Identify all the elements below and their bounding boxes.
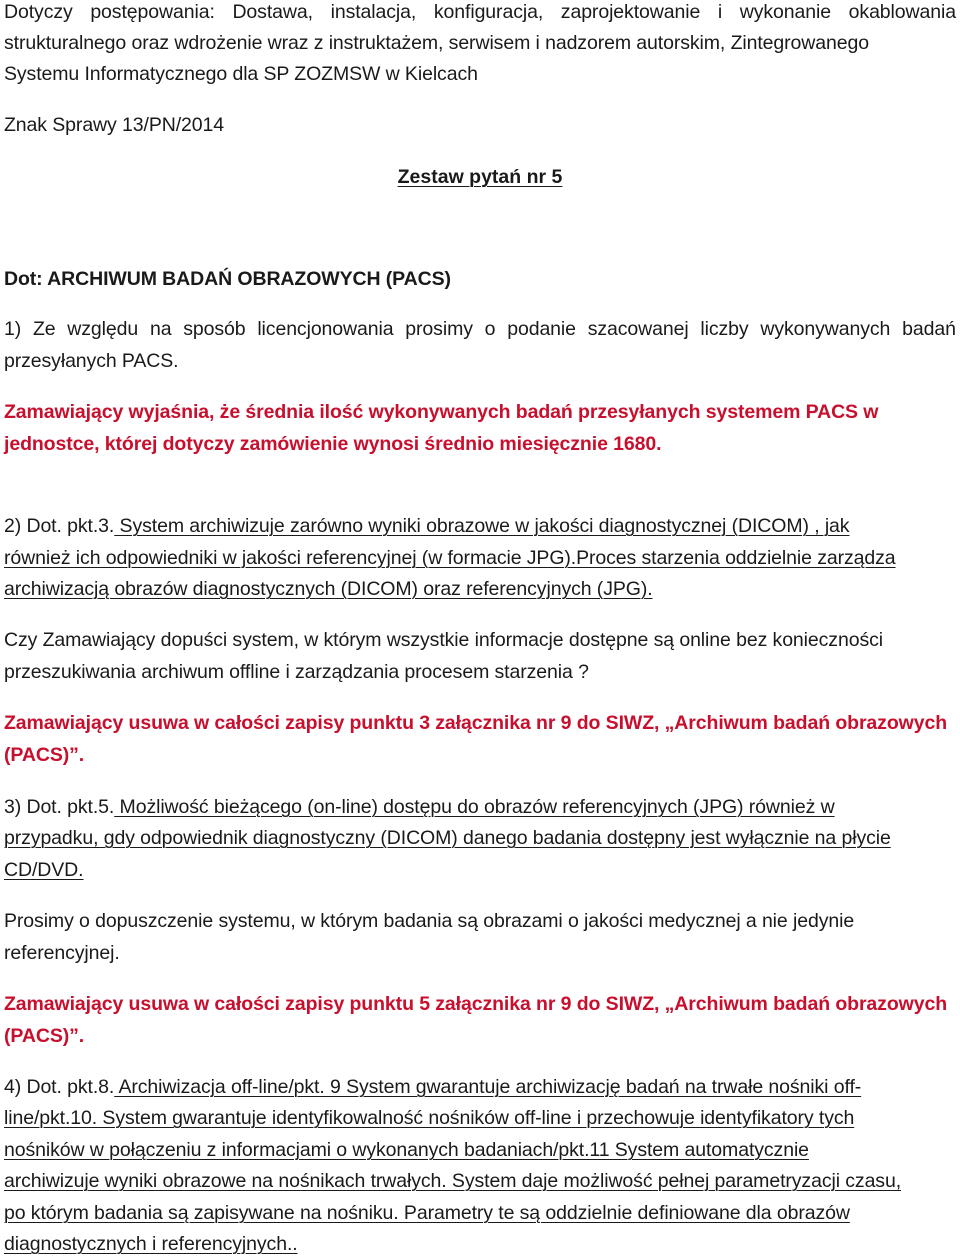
q1-word: prosimy bbox=[405, 318, 473, 340]
q1-question-line-2: przesyłanych PACS. bbox=[4, 350, 179, 372]
q1-word: sposób bbox=[183, 318, 246, 340]
subject-word: zaprojektowanie bbox=[560, 1, 701, 23]
q4-line-2: line/pkt.10. System gwarantuje identyfikowalność nośników off-line i przechowuje identyfikatory tych bbox=[4, 1107, 855, 1129]
q1-word: 1) bbox=[4, 318, 22, 340]
q1-word: licencjonowania bbox=[257, 318, 394, 340]
subject-word: konfiguracja, bbox=[433, 1, 544, 23]
q2-quote: System archiwizuje zarówno wyniki obrazowe w jakości diagnostycznej (DICOM) , jak bbox=[114, 515, 850, 537]
q1-answer-line-1: Zamawiający wyjaśnia, że średnia ilość wykonywanych badań przesyłanych systemem PACS w bbox=[4, 401, 879, 423]
subject-word: i bbox=[717, 1, 723, 23]
q1-word: względu bbox=[67, 318, 139, 340]
q1-word: o bbox=[484, 318, 496, 340]
q4-line-6: diagnostycznych i referencyjnych.. bbox=[4, 1233, 298, 1255]
q3-quote-line-1 bbox=[4, 795, 835, 819]
q2-quote-line-1 bbox=[4, 514, 849, 538]
q2-quote-line-2: również ich odpowiedniki w jakości referencyjnej (w formacie JPG).Proces starzenia oddzielnie zarządza bbox=[4, 547, 896, 569]
q4-line-4: archiwizuje wyniki obrazowe na nośnikach trwałych. System daje możliwość pełnej parametryzacji czasu, bbox=[4, 1170, 902, 1192]
q3-question-line-2: referencyjnej. bbox=[4, 942, 120, 964]
q1-word: na bbox=[149, 318, 172, 340]
q1-answer-line-2: jednostce, której dotyczy zamówienie wynosi średnio miesięcznie 1680. bbox=[4, 433, 662, 455]
q2-question-line-1: Czy Zamawiający dopuści system, w którym wszystkie informacje dostępne są online bez konieczności bbox=[4, 629, 883, 651]
q3-answer-line-2: (PACS)”. bbox=[4, 1025, 85, 1047]
subject-word: Dotyczy bbox=[4, 1, 73, 23]
q1-word: liczby bbox=[700, 318, 749, 340]
q3-quote-line-3: CD/DVD. bbox=[4, 859, 84, 881]
q2-quote-line-3: archiwizacją obrazów diagnostycznych (DICOM) oraz referencyjnych (JPG). bbox=[4, 578, 653, 600]
q3-answer-line-1: Zamawiający usuwa w całości zapisy punktu 5 załącznika nr 9 do SIWZ, „Archiwum badań obrazowych bbox=[4, 993, 948, 1015]
q3-ref: 3) Dot. pkt.5. bbox=[4, 796, 115, 818]
subject-line-1 bbox=[4, 0, 956, 24]
q3-quote: Możliwość bieżącego (on-line) dostępu do obrazów referencyjnych (JPG) również w bbox=[114, 796, 835, 818]
q4-quote: Archiwizacja off-line/pkt. 9 System gwarantuje archiwizację badań na trwałe nośniki off- bbox=[114, 1076, 862, 1098]
q2-ref: 2) Dot. pkt.3. bbox=[4, 515, 115, 537]
subject-word: wykonanie bbox=[739, 1, 832, 23]
subject-word: postępowania: bbox=[90, 1, 215, 23]
case-number: Znak Sprawy 13/PN/2014 bbox=[4, 114, 225, 136]
subject-word: okablowania bbox=[848, 1, 956, 23]
document-title: Zestaw pytań nr 5 bbox=[397, 166, 563, 188]
subject-line-3: Systemu Informatycznego dla SP ZOZMSW w Kielcach bbox=[4, 63, 478, 85]
q1-word: badań bbox=[902, 318, 956, 340]
q2-answer-line-2: (PACS)”. bbox=[4, 744, 85, 766]
q1-word: wykonywanych bbox=[760, 318, 891, 340]
q4-line-3: nośników w połączeniu z informacjami o wykonanych badaniach/pkt.11 System automatycznie bbox=[4, 1139, 809, 1161]
subject-word: instalacja, bbox=[330, 1, 417, 23]
q2-question-line-2: przeszukiwania archiwum offline i zarządzania procesem starzenia ? bbox=[4, 661, 589, 683]
q3-quote-line-2: przypadku, gdy odpowiednik diagnostyczny (DICOM) danego badania dostępny jest wyłącznie na płycie bbox=[4, 827, 891, 849]
subject-word: Dostawa, bbox=[232, 1, 313, 23]
q2-answer-line-1: Zamawiający usuwa w całości zapisy punktu 3 załącznika nr 9 do SIWZ, „Archiwum badań obrazowych bbox=[4, 712, 948, 734]
q1-question-line-1 bbox=[4, 317, 956, 341]
subject-line-2: strukturalnego oraz wdrożenie wraz z instruktażem, serwisem i nadzorem autorskim, Zintegrowanego bbox=[4, 32, 870, 54]
q4-line-5: po którym badania są zapisywane na nośniku. Parametry te są oddzielnie definiowane dla obrazów bbox=[4, 1202, 850, 1224]
q4-line-1 bbox=[4, 1075, 861, 1099]
q1-word: szacowanej bbox=[587, 318, 689, 340]
q1-word: Ze bbox=[32, 318, 56, 340]
section-heading: Dot: ARCHIWUM BADAŃ OBRAZOWYCH (PACS) bbox=[4, 268, 451, 290]
q1-word: podanie bbox=[507, 318, 576, 340]
q3-question-line-1: Prosimy o dopuszczenie systemu, w którym badania są obrazami o jakości medycznej a nie jedynie bbox=[4, 910, 855, 932]
q4-ref: 4) Dot. pkt.8. bbox=[4, 1076, 115, 1098]
